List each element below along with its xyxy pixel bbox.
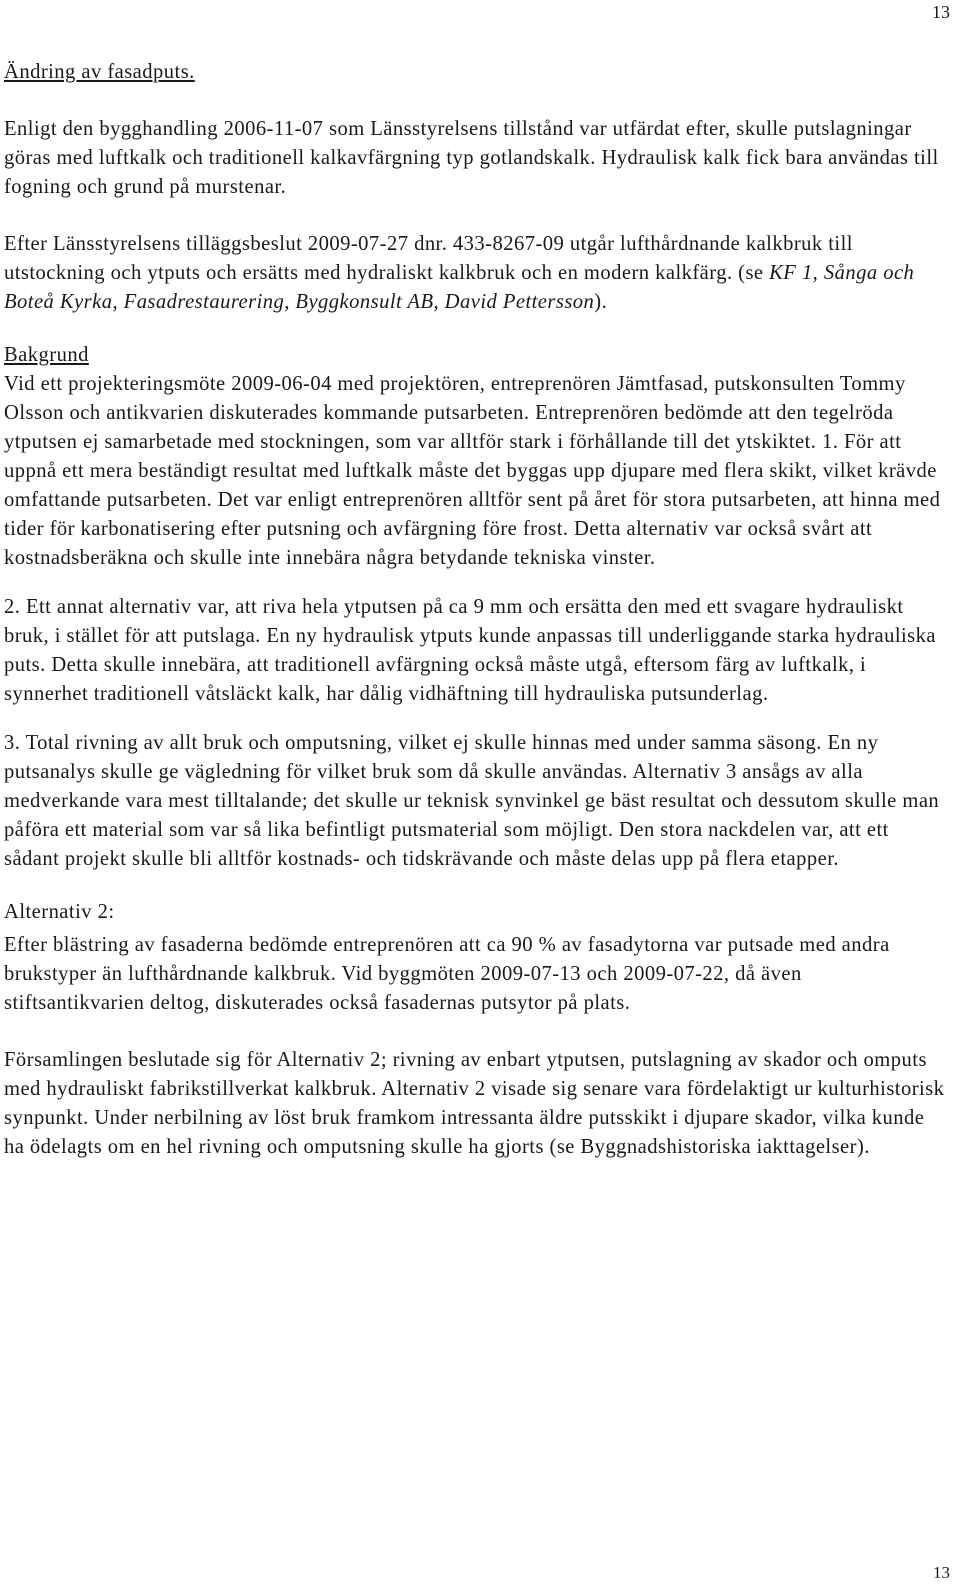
paragraph-tillaggsbeslut <box>4 230 946 317</box>
paragraph-bygghandling: Enligt den bygghandling 2006-11-07 som Länsstyrelsens tillstånd var utfärdat efter, skulle putslagningar göras med luftkalk och traditionell kalkavfärgning typ gotlandskalk. Hydraulisk kalk fick bara användas till fogning och grund på murstenar. <box>4 118 939 198</box>
paragraph-blastring: Efter blästring av fasaderna bedömde entreprenören att ca 90 % av fasadytorna var putsade med andra brukstyper än lufthårdnande kalkbruk. Vid byggmöten 2009-07-13 och 2009-07-22, då även stiftsantikvarien deltog, diskuterades också fasadernas putsytor på plats. <box>4 934 890 1014</box>
section-heading-fasadputs: Ändring av fasadputs. <box>4 61 195 83</box>
page-number-top: 13 <box>932 2 950 22</box>
section-heading-alternativ-2: Alternativ 2: <box>4 901 115 923</box>
reference-citation: KF 1, Sånga och Boteå Kyrka, Fasadrestaurering, Byggkonsult AB, David Pettersson <box>4 262 915 313</box>
tillaggsbeslut-end: ). <box>594 291 608 313</box>
tillaggsbeslut-text: Efter Länsstyrelsens tilläggsbeslut 2009-07-27 dnr. 433-8267-09 utgår lufthårdnande kalkbruk till utstockning och ytputs och ersätts med hydraliskt kalkbruk och en modern kalkfärg. (se <box>4 233 853 284</box>
paragraph-forsamlingen-beslut: Församlingen beslutade sig för Alternativ 2; rivning av enbart ytputsen, putslagning av skador och omputs med hydrauliskt fabrikstillverkat kalkbruk. Alternativ 2 visade sig senare vara fördelaktigt ur kulturhistorisk synpunkt. Under nerbilning av löst bruk framkom intressanta äldre putsskikt i djupare skador, vilka kunde ha ödelagts om en hel rivning och omputsning skulle ha gjorts (se Byggnadshistoriska iakttagelser). <box>4 1049 945 1158</box>
document-body <box>4 58 946 1162</box>
page-number-bottom: 13 <box>933 1563 950 1582</box>
paragraph-alternativ-3-description: 3. Total rivning av allt bruk och omputsning, vilket ej skulle hinnas med under samma säsong. En ny putsanalys skulle ge vägledning för vilket bruk som då skulle användas. Alternativ 3 ansågs av alla medverkande vara mest tilltalande; det skulle ur teknisk synvinkel ge bäst resultat och dessutom skulle man påföra ett material som var så lika befintligt putsmaterial som möjligt. Den stora nackdelen var, att ett sådant projekt skulle bli alltför kostnads- och tidskrävande och måste delas upp på flera etapper. <box>4 732 940 870</box>
paragraph-projekteringsmote: Vid ett projekteringsmöte 2009-06-04 med projektören, entreprenören Jämtfasad, putskonsulten Tommy Olsson och antikvarien diskuterades kommande putsarbeten. Entreprenören bedömde att den tegelröda ytputsen ej samarbetade med stockningen, som var alltför stark i förhållande till det ytskiktet. 1. För att uppnå ett mera beständigt resultat med luftkalk måste det byggas upp djupare med flera skikt, vilket krävde omfattande putsarbeten. Det var enligt entreprenören alltför sent på året för stora putsarbeten, att hinna med tider för karbonatisering efter putsning och avfärgning före frost. Detta alternativ var också svårt att kostnadsberäkna och skulle inte innebära några betydande tekniska vinster. <box>4 373 941 569</box>
paragraph-alternativ-2-description: 2. Ett annat alternativ var, att riva hela ytputsen på ca 9 mm och ersätta den med ett svagare hydrauliskt bruk, i stället för att putslaga. En ny hydraulisk ytputs kunde anpassas till underliggande starka hydrauliska puts. Detta skulle innebära, att traditionell avfärgning också måste utgå, eftersom färg av luftkalk, i synnerhet traditionell våtsläckt kalk, har dålig vidhäftning till hydrauliska putsunderlag. <box>4 596 936 705</box>
section-heading-bakgrund: Bakgrund <box>4 344 89 366</box>
